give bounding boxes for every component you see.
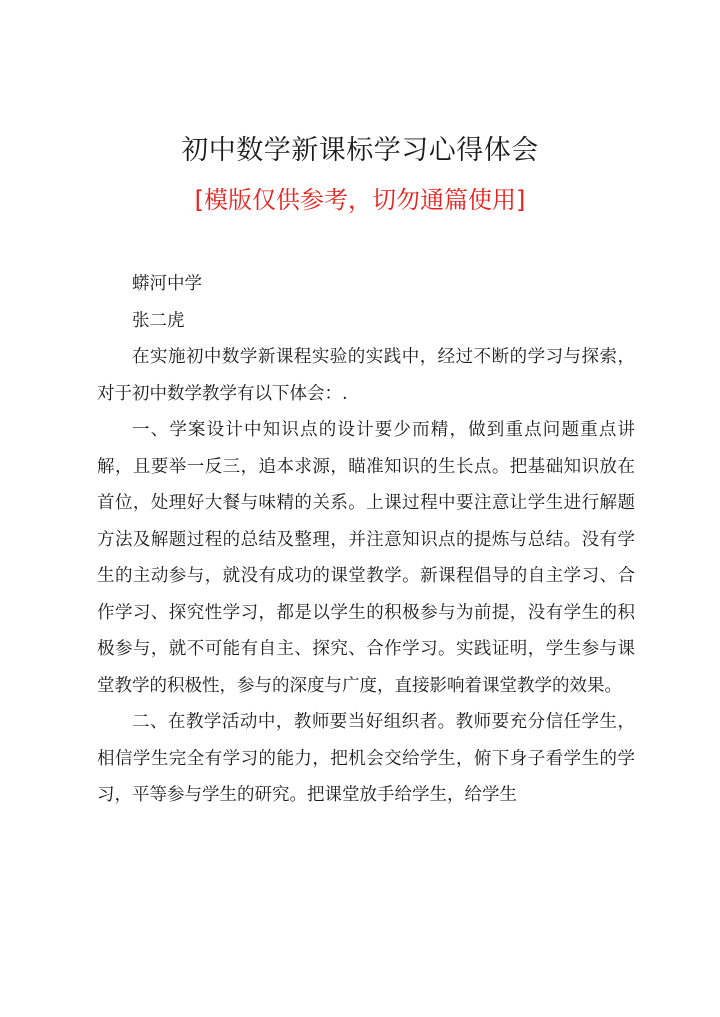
template-notice: [模版仅供参考，切勿通篇使用] (194, 186, 526, 214)
paragraph-intro: 在实施初中数学新课程实验的实践中，经过不断的学习与探索，对于初中数学教学有以下体会：. (97, 347, 635, 404)
paragraph-section-2: 二、在教学活动中，教师要当好组织者。教师要充分信任学生，相信学生完全有学习的能力，把机会交给学生，俯下身子看学生的学习，平等参与学生的研究。把课堂放手给学生，给学生 (97, 712, 635, 805)
school-name: 蟒河中学 (132, 274, 202, 294)
paragraph-section-1: 一、学案设计中知识点的设计要少而精，做到重点问题重点讲解，且要举一反三，追本求源，瞄准知识的生长点。把基础知识放在首位，处理好大餐与味精的关系。上课过程中要注意让学生进行解题方法及解题过程的总结及整理，并注意知识点的提炼与总结。没有学生的主动参与，就没有成功的课堂教学。新课程倡导的自主学习、合作学习、探究性学习，都是以学生的积极参与为前提，没有学生的积极参与，就不可能有自主、探究、合作学习。实践证明，学生参与课堂教学的积极性，参与的深度与广度，直接影响着课堂教学的效果。 (97, 420, 635, 696)
author-name: 张二虎 (132, 310, 185, 331)
document-body (97, 266, 635, 814)
document-title: 初中数学新课标学习心得体会 (181, 135, 539, 166)
